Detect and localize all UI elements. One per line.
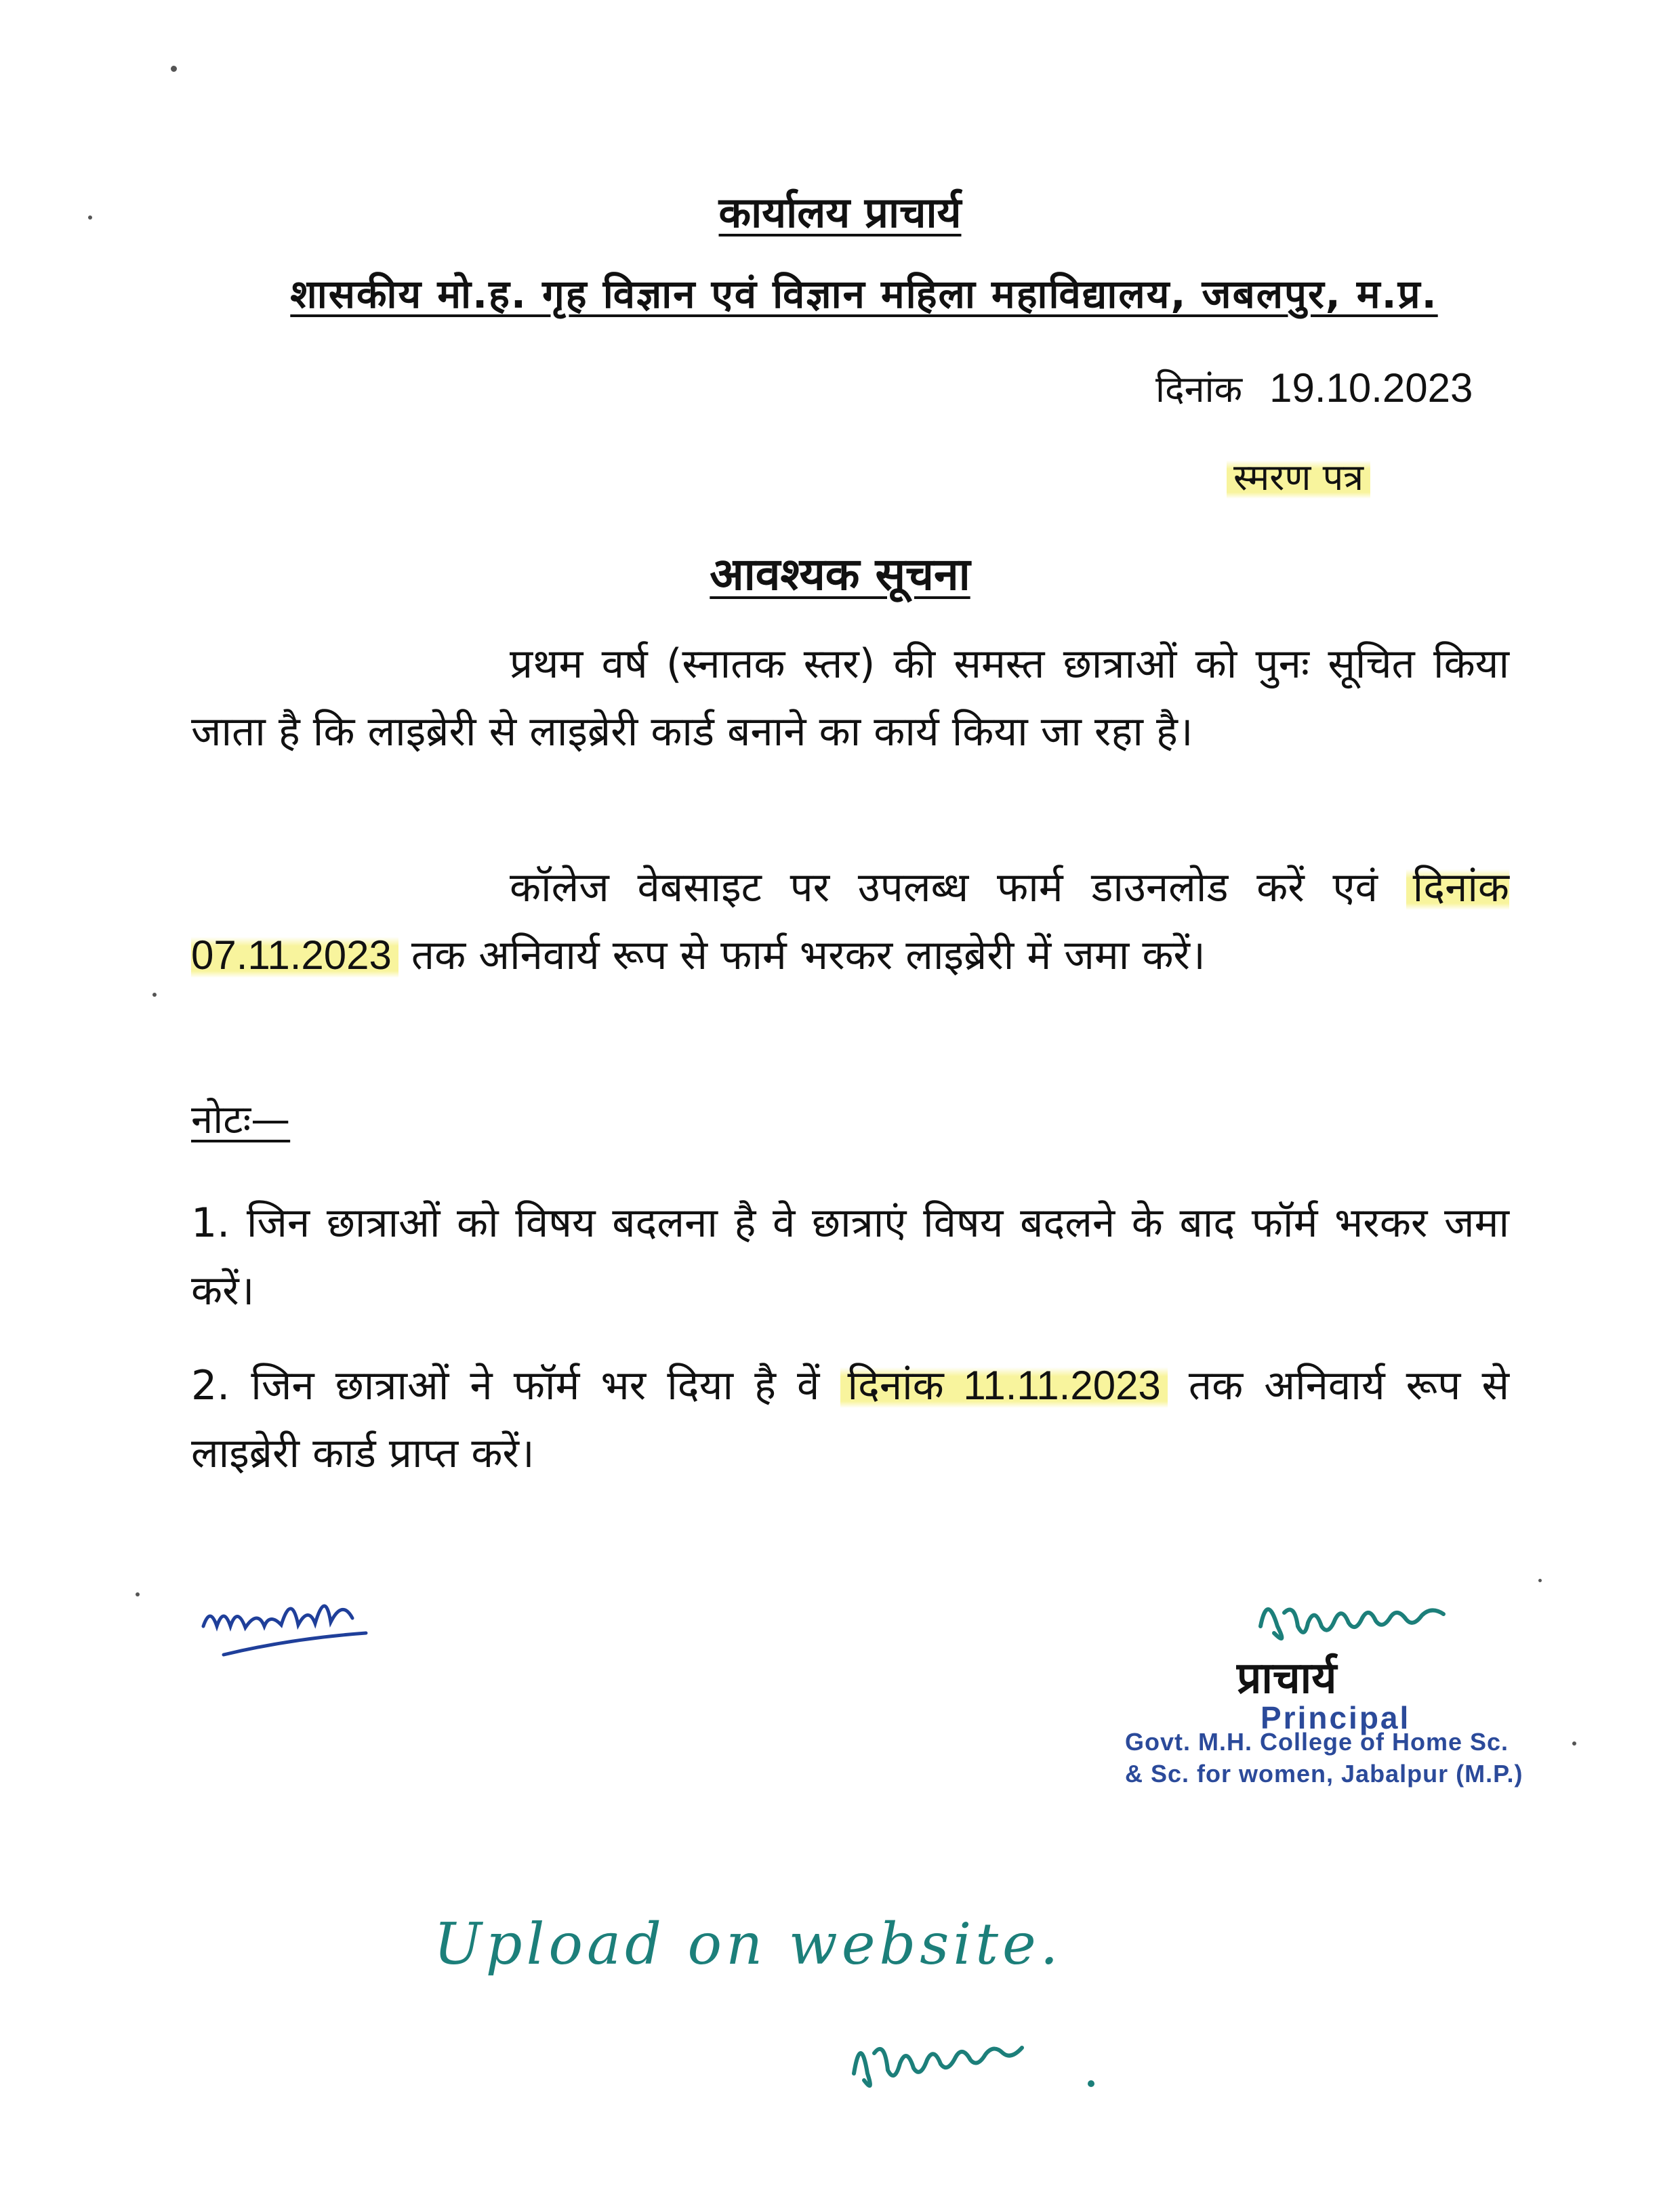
office-title-text: कार्यालय प्राचार्य — [718, 188, 962, 237]
stamp-line-2: & Sc. for women, Jabalpur (M.P.) — [1125, 1760, 1523, 1788]
notice-title — [0, 542, 1680, 603]
note2-deadline: दिनांक 11.11.2023 — [840, 1363, 1167, 1408]
note-item-2 — [191, 1352, 1509, 1487]
para2-deadline: दिनांक 07.11.2023 — [191, 865, 1509, 978]
principal-designation-hindi: प्राचार्य — [1237, 1653, 1337, 1704]
date-label: दिनांक — [1155, 368, 1243, 411]
scan-speck — [152, 993, 157, 997]
scan-speck — [1572, 1741, 1576, 1746]
notice-title-text: आवश्यक सूचना — [710, 548, 970, 600]
date-value: 19.10.2023 — [1269, 365, 1473, 411]
scan-speck — [88, 215, 92, 220]
scan-speck — [136, 1592, 140, 1596]
para2-end: तक अनिवार्य रूप से फार्म भरकर लाइब्रेरी में जमा करें। — [411, 932, 1206, 979]
notice-paragraph-1: प्रथम वर्ष (स्नातक स्तर) की समस्त छात्राओं को पुनः सूचित किया जाता है कि लाइब्रेरी से लाइब्रेरी कार्ड बनाने का कार्य किया जा रहा है। — [191, 640, 1509, 756]
note-item-1: 1. जिन छात्राओं को विषय बदलना है वे छात्राएं विषय बदलने के बाद फॉर्म भरकर जमा करें। — [191, 1199, 1509, 1315]
handwritten-upload-note: Upload on website. — [434, 1911, 1063, 1977]
note2-start: 2. जिन छात्राओं ने फॉर्म भर दिया है वें — [191, 1362, 820, 1409]
note2-end: तक अनिवार्य रूप से लाइब्रेरी कार्ड प्राप्त करें। — [191, 1362, 1510, 1477]
office-title — [0, 183, 1680, 240]
handwritten-initials-left — [197, 1579, 380, 1674]
stamp-line-1: Govt. M.H. College of Home Sc. — [1125, 1728, 1509, 1756]
para2-start: कॉलेज वेबसाइट पर उपलब्ध फार्म डाउनलोड करें एवं — [510, 864, 1378, 911]
handwritten-initials-bottom — [840, 2006, 1111, 2107]
scan-speck — [1538, 1579, 1542, 1582]
college-name: शासकीय मो.ह. गृह विज्ञान एवं विज्ञान महिला महाविद्यालय, जबलपुर, म.प्र. — [290, 271, 1438, 317]
reminder-text: स्मरण पत्र — [1227, 456, 1370, 499]
notice-paragraph-2 — [191, 854, 1509, 989]
reminder-label — [1227, 451, 1370, 501]
stamp-title: Principal — [1261, 1700, 1411, 1735]
date-line — [1155, 363, 1473, 413]
note-label: नोटः— — [191, 1096, 291, 1142]
scan-speck — [171, 66, 177, 72]
